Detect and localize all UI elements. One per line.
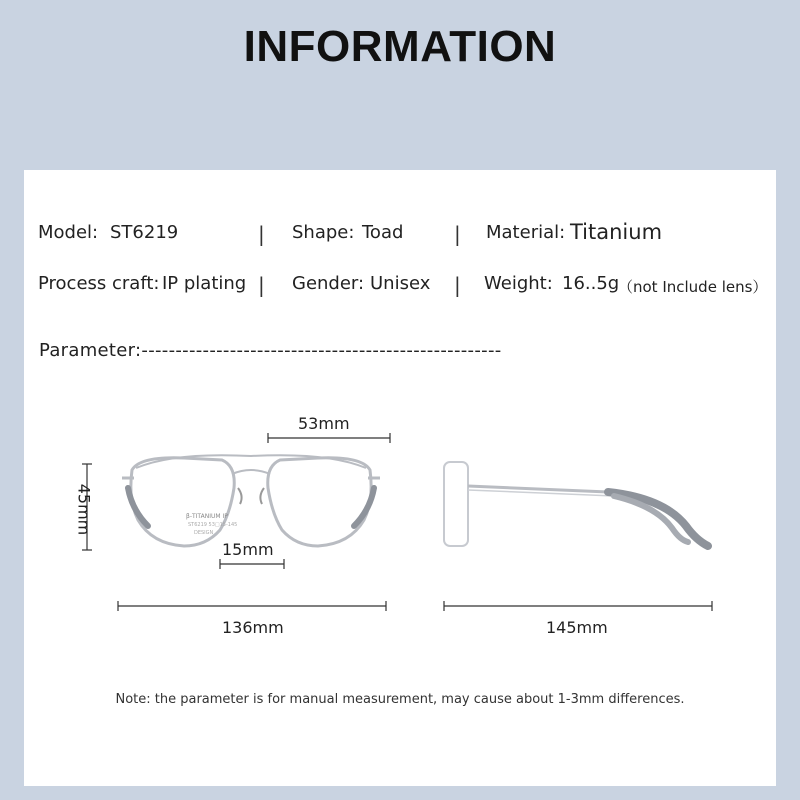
craft-value: IP plating [162,273,247,294]
separator: | [454,222,461,246]
separator: | [258,273,265,297]
shape-label: Shape: [292,222,355,243]
gender-label: Gender: [292,273,365,294]
lens-width-label: 53mm [298,414,350,433]
material-label: Material: [486,222,566,243]
weight-note: （not Include lens） [618,278,768,296]
lens-print-2: ST6219 53□15-145 [188,522,238,528]
model-value: ST6219 [110,222,179,243]
parameter-label: Parameter:----------------------------------------------------- [39,340,502,361]
separator: | [258,222,265,246]
material-value: Titanium [570,220,663,244]
frame-width-label: 136mm [222,618,284,637]
weight-label: Weight: [484,273,553,294]
gender-value: Unisex [370,273,431,294]
info-card [24,170,776,786]
lens-print-1: β-TITANIUM IP [186,513,228,520]
weight-value: 16..5g [562,273,620,294]
front-view [122,455,380,546]
temple-length-label: 145mm [546,618,608,637]
craft-label: Process craft: [38,273,160,294]
shape-value: Toad [362,222,404,243]
model-label: Model: [38,222,99,243]
side-view [444,462,708,546]
separator: | [454,273,461,297]
lens-height-label: 45mm [74,483,94,536]
measurement-note: Note: the parameter is for manual measurement, may cause about 1-3mm differences. [115,692,685,707]
bridge-width-label: 15mm [222,540,274,559]
lens-print-3: DESIGN [194,530,214,536]
dimension-lines [82,433,712,611]
page-heading: INFORMATION [243,22,557,71]
